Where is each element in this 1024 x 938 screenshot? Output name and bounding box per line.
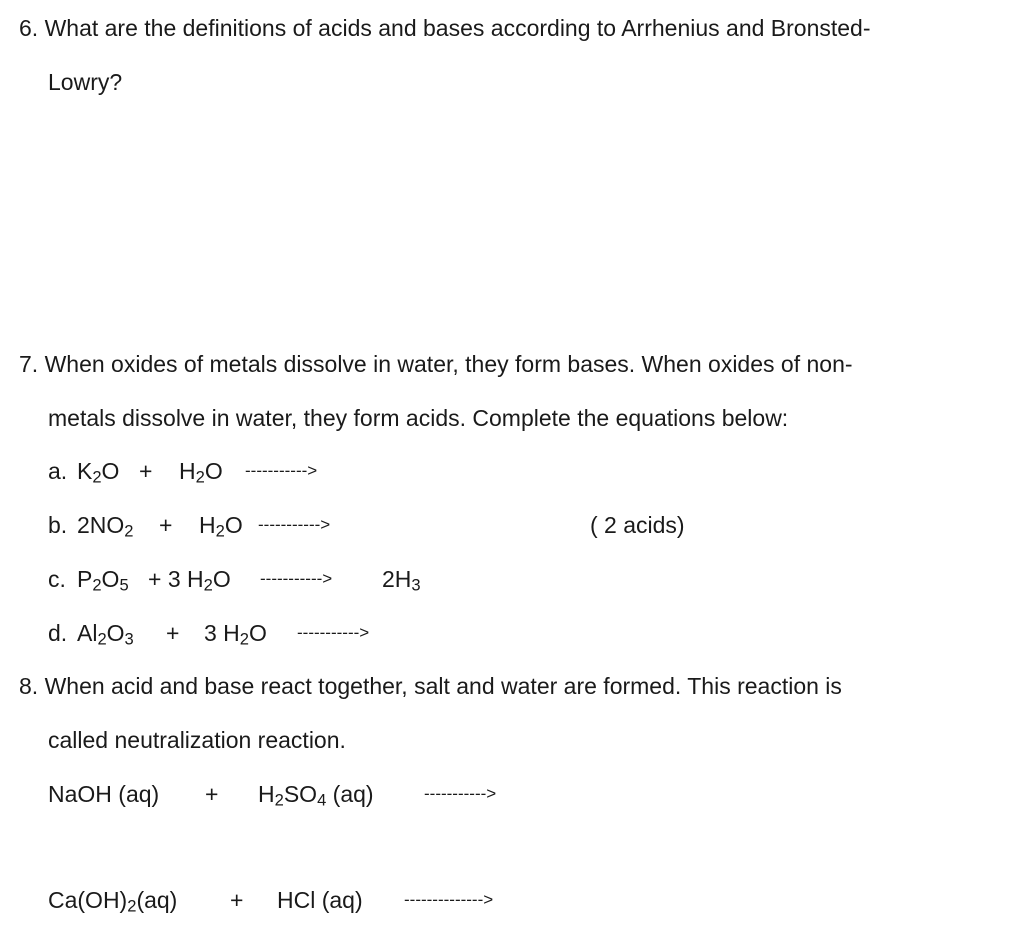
reaction-arrow: --------------> (404, 890, 494, 909)
plus-sign: + (159, 512, 173, 538)
plus-sign: + (139, 458, 153, 484)
question-7-line-1: 7. When oxides of metals dissolve in water, they form bases. When oxides of non- (19, 351, 853, 377)
question-6-line-2: Lowry? (48, 69, 123, 95)
reactant-3h2o: 3 $H_2O$ (204, 620, 267, 649)
equation-label: b. (48, 512, 68, 538)
reactant-h2o: $H_2O$ (179, 458, 223, 487)
plus-sign: + (205, 781, 219, 807)
equation-note: ( 2 acids) (590, 512, 685, 538)
reactant-2no2: $2NO_2$ (77, 512, 134, 541)
plus-sign: + (230, 887, 244, 913)
question-8-line-1: 8. When acid and base react together, salt and water are formed. This reaction is (19, 673, 842, 699)
equation-label: d. (48, 620, 68, 646)
product-2h3: $2H_3$ (382, 566, 421, 595)
equation-label: c. (48, 566, 66, 592)
reactant-h2so4: $H_2SO_4$ (aq) (258, 781, 374, 810)
reactant-caoh2: $Ca(OH)_2(aq)$ (48, 887, 178, 916)
reaction-arrow: -----------> (260, 569, 333, 588)
reactant-hcl: HCl (aq) (277, 887, 363, 913)
reaction-arrow: -----------> (258, 515, 331, 534)
equation-label: a. (48, 458, 68, 484)
question-7-line-2: metals dissolve in water, they form acids. Complete the equations below: (48, 405, 789, 431)
reactant-p2o5: $P_2O_5$ (77, 566, 129, 595)
reactant-3h2o: + 3 $H_2O$ (148, 566, 231, 595)
reactant-naoh: NaOH (aq) (48, 781, 160, 807)
reactant-h2o: $H_2O$ (199, 512, 243, 541)
question-8-line-2: called neutralization reaction. (48, 727, 346, 753)
reactant-al2o3: $Al_2O_3$ (77, 620, 134, 649)
reaction-arrow: -----------> (297, 623, 370, 642)
question-6-line-1: 6. What are the definitions of acids and bases according to Arrhenius and Bronsted- (19, 15, 871, 41)
reactant-k2o: $K_2O$ (77, 458, 120, 487)
reaction-arrow: -----------> (245, 461, 318, 480)
plus-sign: + (166, 620, 180, 646)
reaction-arrow: -----------> (424, 784, 497, 803)
